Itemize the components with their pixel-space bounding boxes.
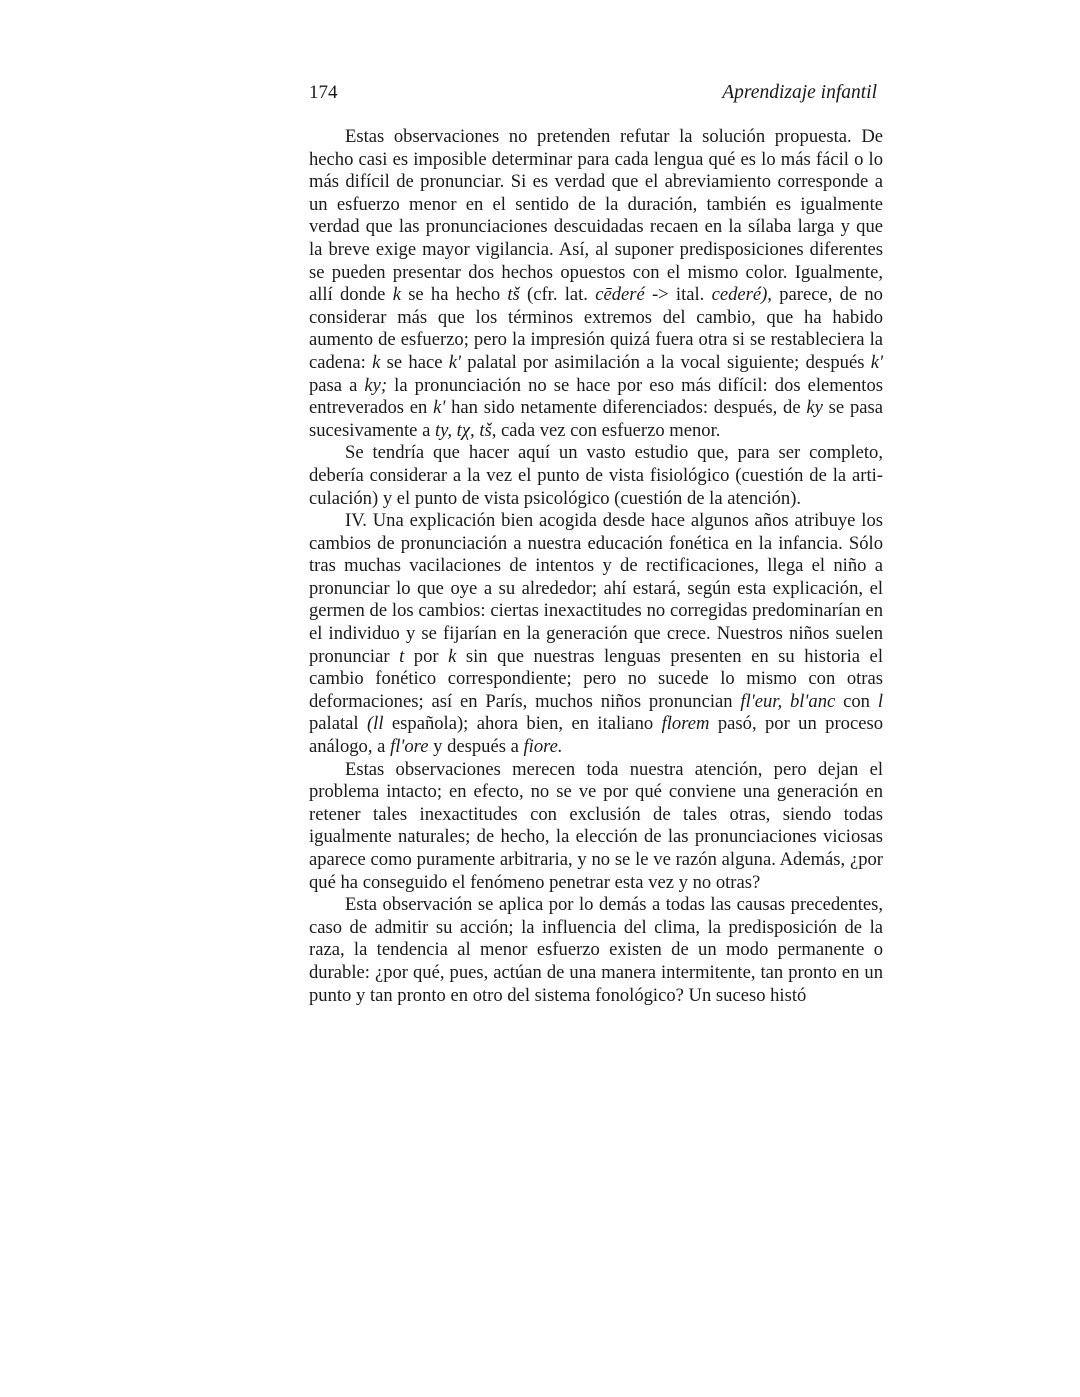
italic-run: t [399, 645, 405, 667]
text-run: Estas observaciones no pretenden refutar la solución propuesta. De hecho casi es imposible determinar para cada lengua qué es lo más fácil o lo más difícil de pronunciar. Si es verdad que el abreviamiento corresponde a un esfuerzo menor en el sentido de la duración, también es igualmente verdad que las pronunciaciones descuidadas recaen en la sílaba larga y que la breve exige mayor vigilancia. Así, al suponer predisposiciones diferentes se pueden presentar dos hechos opuestos con el mismo color. Igualmente, allí donde [309, 126, 883, 306]
text-run: -> ital. [644, 284, 712, 306]
body-text [309, 126, 883, 1007]
paragraph [309, 126, 883, 442]
text-run: por [404, 645, 449, 667]
text-run: española); ahora bien, en italiano [383, 713, 662, 735]
italic-run: florem [661, 713, 710, 735]
paragraph [309, 894, 883, 1007]
page-number: 174 [309, 82, 338, 103]
text-run: pasó, por un proceso análogo, a [309, 713, 883, 758]
italic-run: l [877, 690, 883, 712]
italic-run: k' [870, 351, 883, 373]
italic-run: fiore. [523, 736, 563, 758]
italic-run: ky [806, 397, 823, 419]
running-title: Aprendizaje infantil [722, 82, 877, 103]
text-run: palatal por asimilación a la vocal siguiente; después [460, 351, 871, 373]
italic-run: tš [507, 284, 520, 306]
italic-run: fl'eur, bl'anc [740, 690, 836, 712]
italic-run: k [392, 284, 401, 306]
text-run: Estas observaciones merecen toda nuestra atención, pero dejan el problema intacto; en efecto, no se ve por qué conviene una generación en retener tales inexactitudes con exclusión de tales otras, siendo todas igualmente naturales; de hecho, la elección de las pronunciaciones viciosas aparece como puramente arbitraria, y no se le ve razón alguna. Además, ¿por qué ha conseguido el fenómeno penetrar esta vez y no otras? [309, 758, 883, 893]
italic-run: (ll [366, 713, 384, 735]
paragraph [309, 759, 883, 895]
italic-run: fl'ore [390, 736, 429, 758]
text-run: sin que nuestras lenguas presenten en su historia el cambio fonético correspondiente; pero no sucede lo mismo con otras deformaciones; así en París, muchos niños pronuncian [309, 645, 883, 712]
text-run: palatal [309, 713, 367, 735]
text-run: Esta observación se aplica por lo demás a todas las causas precedentes, caso de admitir su acción; la influencia del clima, la predisposición de la raza, la tendencia al menor esfuerzo existen de un modo permanente o durable: ¿por qué, pues, actúan de una manera intermitente, tan pronto en un punto y tan pronto en otro del sistema fonológico? Un suceso histó [309, 894, 883, 1006]
text-run: se pasa sucesivamente a [309, 397, 883, 441]
text-run: con [835, 690, 878, 712]
italic-run: ky; [364, 374, 388, 396]
italic-run: cederé), [711, 284, 772, 306]
italic-run: k' [433, 397, 446, 419]
text-run: parece, de no considerar más que los términos extremos del cambio, que ha habido aumento de esfuerzo; pero la impresión quizá fuera otra si se restableciera la cadena: [309, 284, 883, 373]
text-run: han sido netamente diferenciados: después, de [445, 397, 807, 419]
italic-run: k [448, 645, 457, 667]
italic-run: cēderé [595, 284, 645, 306]
text-run: se hace [380, 351, 449, 373]
text-run: se ha hecho [400, 284, 508, 306]
text-run: (cfr. lat. [519, 284, 596, 306]
text-run: pasa a [309, 374, 365, 396]
text-run: IV. Una explicación bien acogida desde hace algunos años atribuye los cambios de pronunciación a nuestra educación fonética en la infancia. Sólo tras muchas vacilaciones de intentos y de rectificaciones, llega el niño a pronunciar lo que oye a su alrededor; ahí estará, según esta explicación, el germen de los cambios: ciertas inexactitudes no corregidas predominarían en el individuo y se fijarían en la generación que crece. Nuestros niños suelen pronunciar [309, 510, 883, 667]
text-run: la pronunciación no se hace por eso más difícil: dos elementos entreverados en [309, 374, 884, 419]
text-run: y después a [428, 736, 524, 758]
italic-run: k' [448, 351, 461, 373]
italic-run: k [372, 351, 381, 373]
text-run: cada vez con esfuerzo menor. [496, 419, 721, 441]
text-run: Se tendría que hacer aquí un vasto estudio que, para ser completo, debería considerar a la vez el punto de vista fisiológico (cuestión de la articulación) y el punto de vista psicológico (cuestión de la atención). [309, 442, 883, 509]
italic-run: ty, tχ, tš, [434, 419, 497, 441]
running-head [309, 82, 877, 106]
paragraph [309, 442, 883, 510]
paragraph [309, 510, 883, 759]
